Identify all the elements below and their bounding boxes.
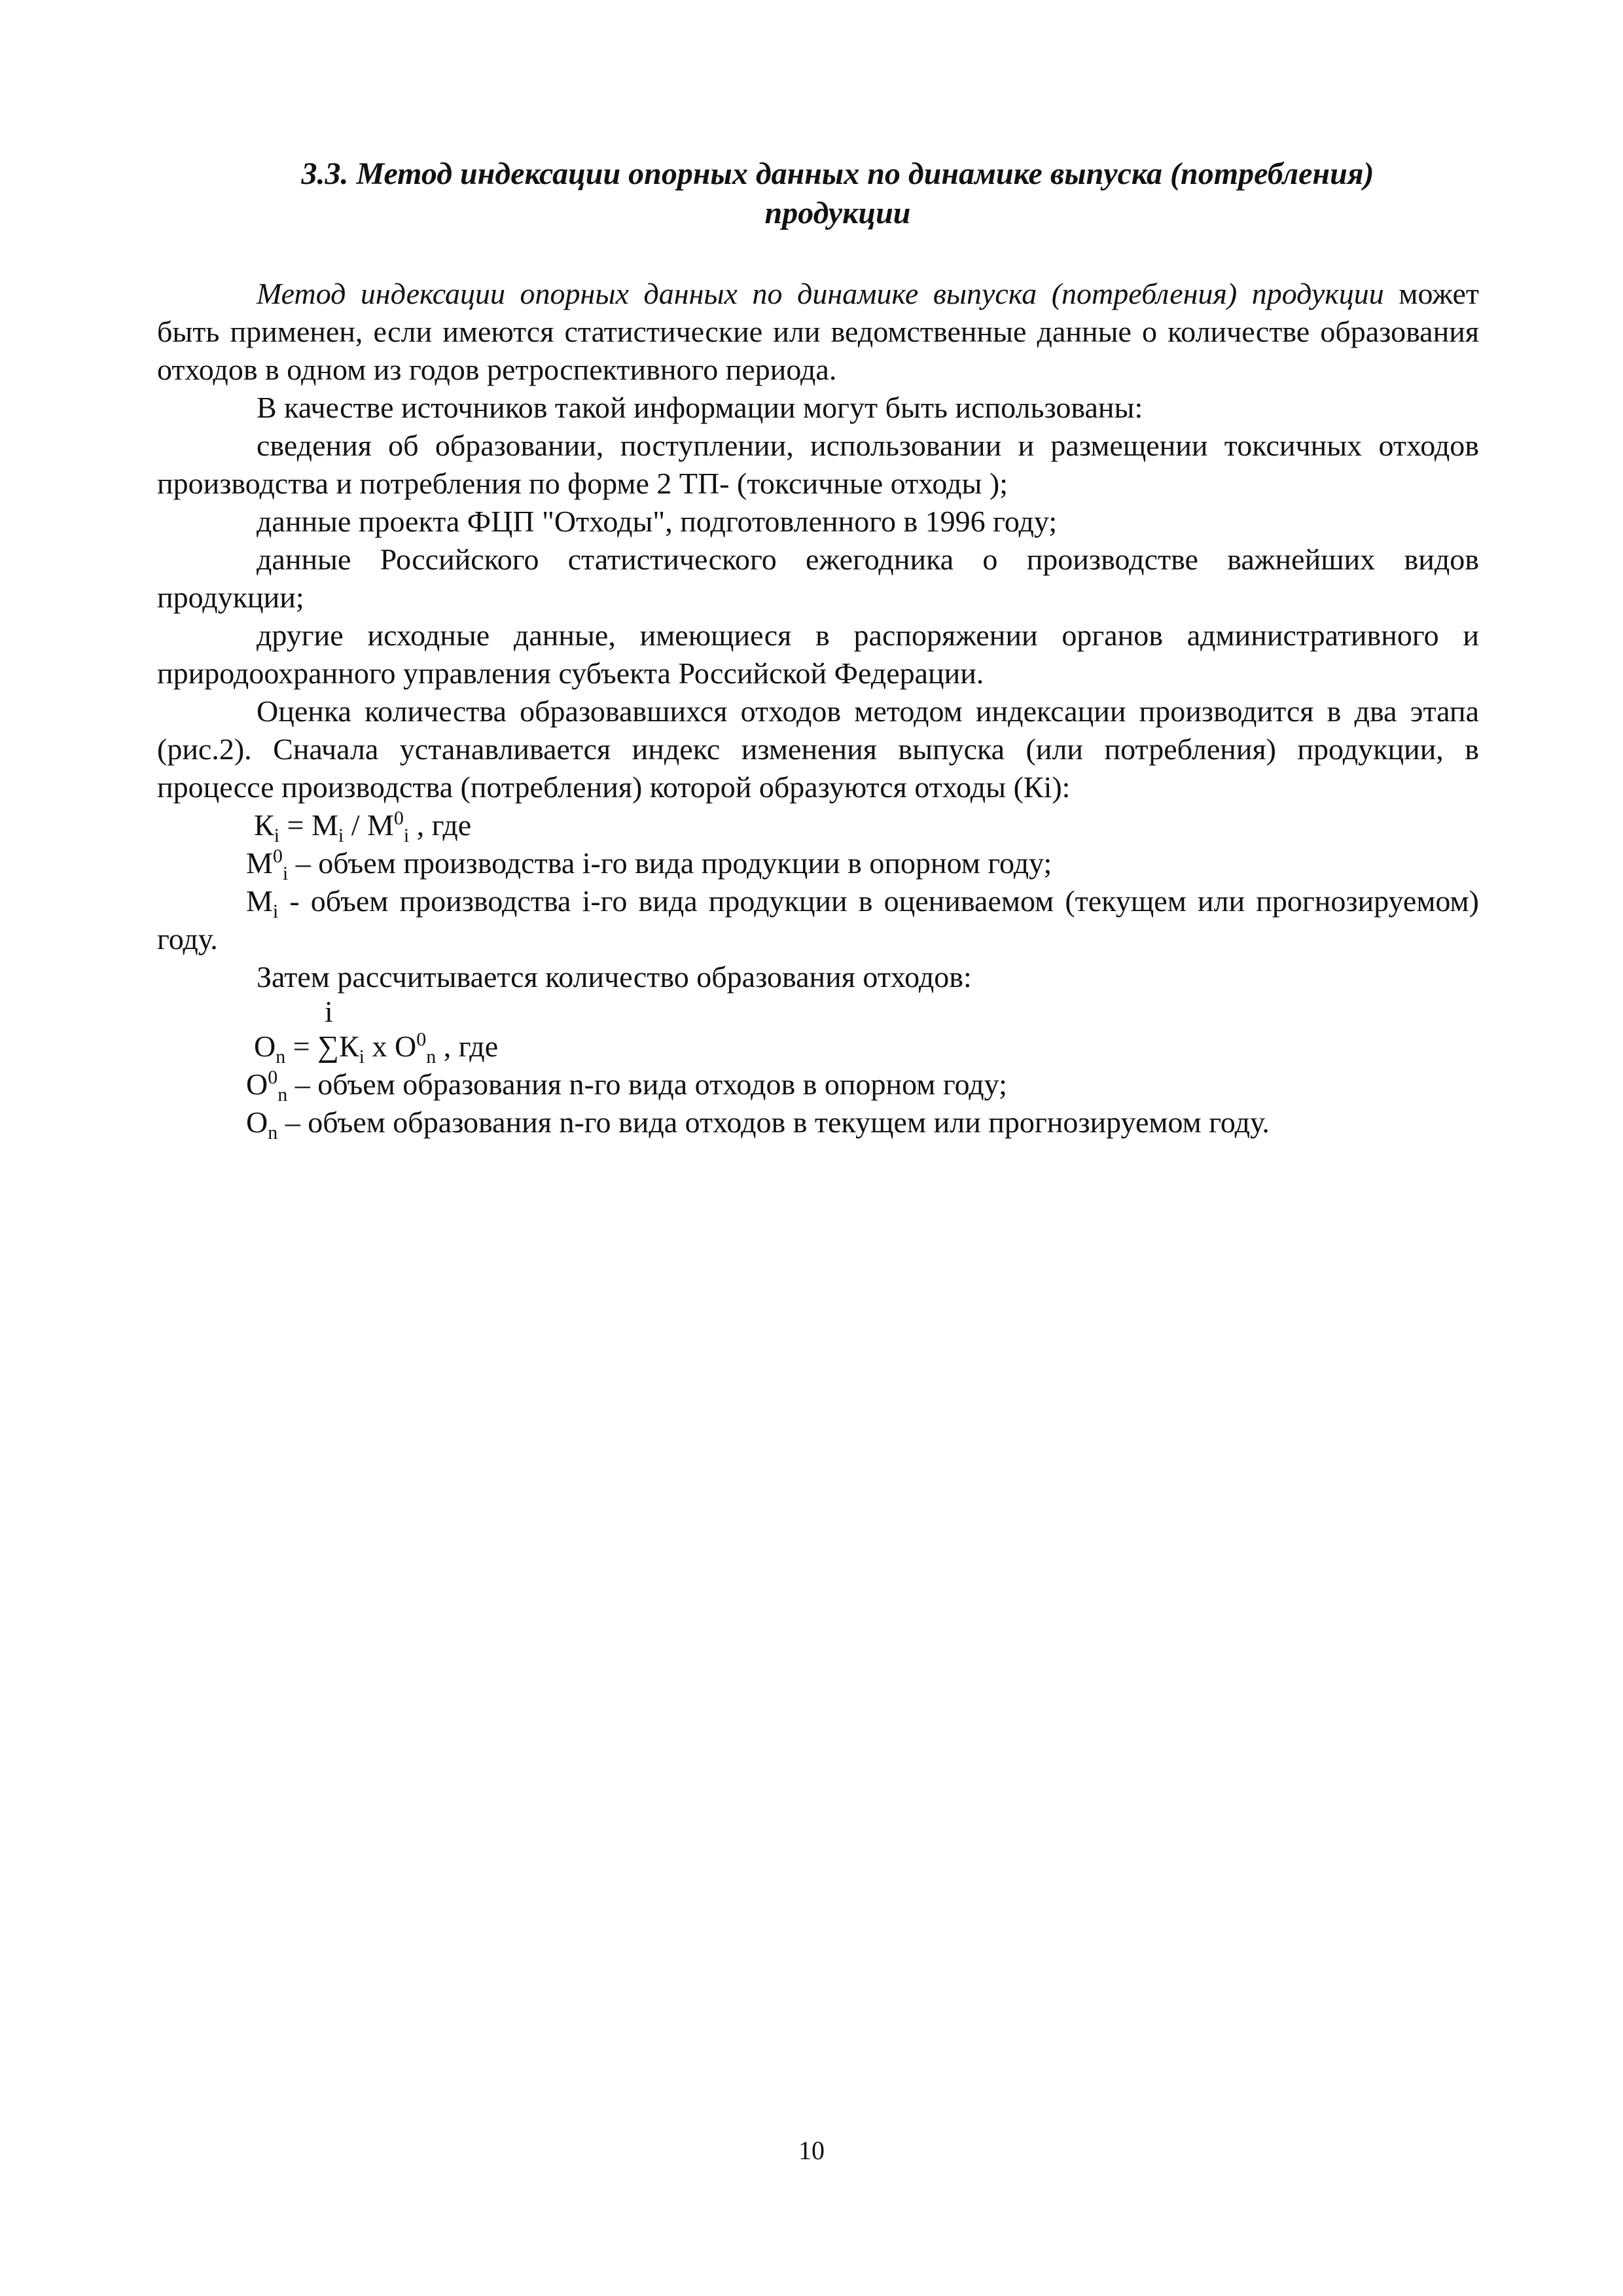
- source-item-3: данные Российского статистического ежегодника о производстве важнейших видов продукции;: [157, 543, 1479, 614]
- source-item-2: данные проекта ФЦП "Отходы", подготовленного в 1996 году;: [257, 505, 1058, 538]
- sum-index-label: i: [325, 995, 333, 1028]
- definition-o: $O_n$ – объем образования n-го вида отходов в текущем или прогнозируемом году.: [246, 1105, 1270, 1144]
- source-item-4: другие исходные данные, имеющиеся в распоряжении органов административного и природоохранного управления субъекта Российской Федерации.: [157, 619, 1479, 690]
- definition-m: $M_i$ - объем производства i-го вида продукции в оцениваемом (текущем или прогнозируемом) году.: [157, 884, 1479, 956]
- index-formula: $К_i = M_i / M^0_i$ , где: [254, 807, 472, 847]
- section-heading: [157, 154, 1479, 233]
- definition-m0: $M^0_i$ – объем производства i-го вида продукции в опорном году;: [246, 845, 1052, 885]
- estimation-paragraph: Оценка количества образовавшихся отходов методом индексации производится в два этапа (рис.2). Сначала устанавливается индекс изменения выпуска (или потребления) продукции, в процессе производства (потребления) которой образуются отходы (Кi):: [157, 694, 1479, 804]
- definition-o0: $O^0_n$ – объем образования n-го вида отходов в опорном году;: [246, 1066, 1007, 1106]
- section-heading-line1: 3.3. Метод индексации опорных данных по динамике выпуска (потребления): [301, 156, 1374, 191]
- source-item-1: сведения об образовании, поступлении, использовании и размещении токсичных отходов производства и потребления по форме 2 ТП- (токсичные отходы );: [157, 429, 1479, 500]
- sources-intro-paragraph: В качестве источников такой информации могут быть использованы:: [257, 391, 1143, 424]
- intro-paragraph: [157, 275, 1479, 389]
- page-content: [157, 154, 1479, 1144]
- intro-italic-text: Метод индексации опорных данных по динамике выпуска (потребления) продукции: [257, 277, 1384, 310]
- then-paragraph: Затем рассчитывается количество образования отходов:: [257, 960, 972, 994]
- section-heading-line2: продукции: [764, 196, 911, 230]
- page-number: 10: [798, 2136, 825, 2165]
- waste-formula: $O_n = \sum К_i$ x $O^0_n$ , где: [254, 1028, 499, 1068]
- intro-rest-text: может быть применен, если имеются статистические или ведомственные данные о количестве образования отходов в одном из годов ретроспективного периода.: [157, 277, 1479, 386]
